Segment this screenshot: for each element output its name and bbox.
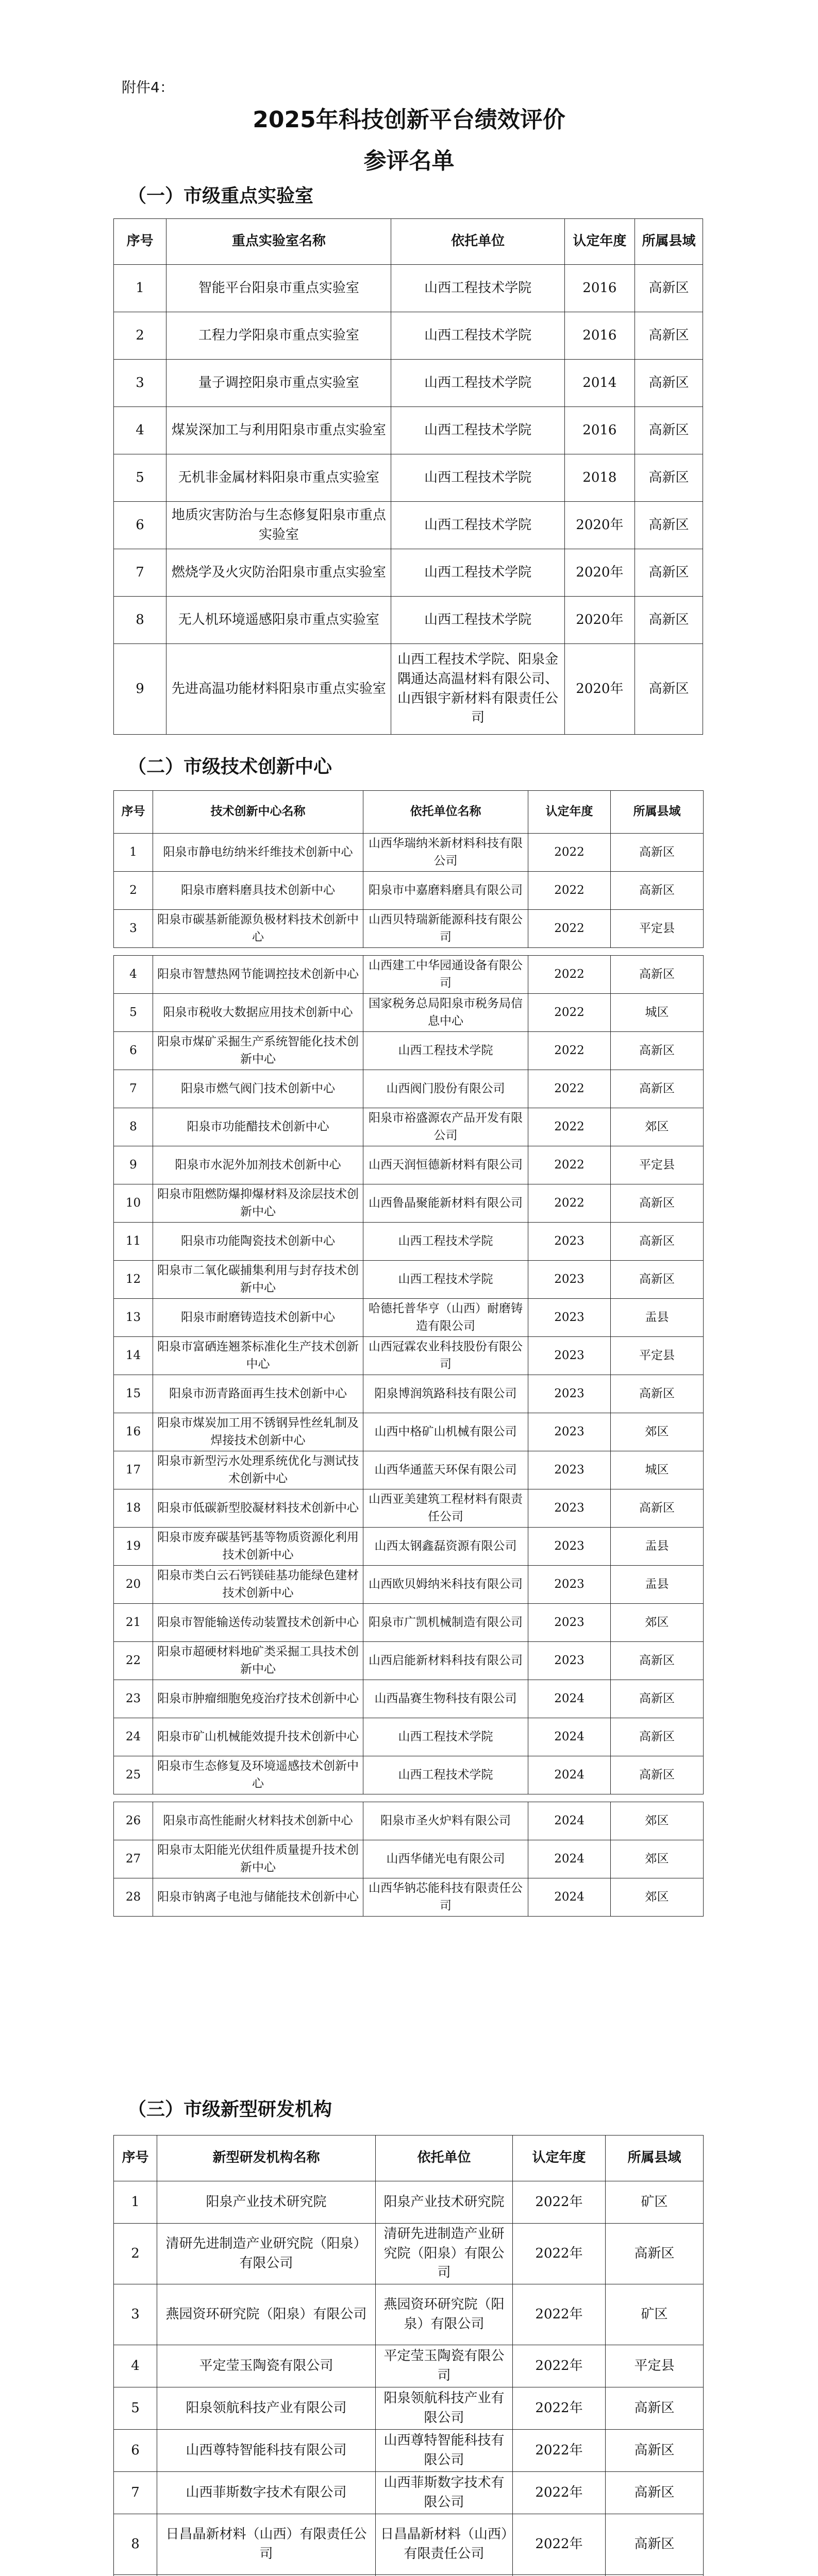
cell-name: 燃烧学及火灾防治阳泉市重点实验室 [166,549,391,597]
cell-name: 工程力学阳泉市重点实验室 [166,312,391,360]
table-row [114,1032,704,1070]
cell-host: 山西天润恒德新材料有限公司 [363,1146,528,1184]
table-row [114,1184,704,1223]
gap-cell [114,948,704,956]
cell-year: 2022 [528,1146,611,1184]
cell-year: 2023 [528,1604,611,1642]
cell-name: 阳泉市功能陶瓷技术创新中心 [153,1223,363,1261]
cell-index: 6 [114,1032,153,1070]
cell-county: 高新区 [606,2514,704,2575]
cell-name: 阳泉市太阳能光伏组件质量提升技术创新中心 [153,1840,363,1878]
attachment-label: 附件4： [122,79,174,96]
cell-host: 山西中格矿山机械有限公司 [363,1413,528,1451]
table-row [114,407,703,454]
cell-host: 山西工程技术学院 [363,1261,528,1299]
cell-year: 2016 [564,407,635,454]
cell-county: 高新区 [611,1261,704,1299]
cell-host: 山西华通蓝天环保有限公司 [363,1451,528,1489]
cell-county: 高新区 [611,1223,704,1261]
cell-year: 2022 [528,956,611,994]
cell-index: 20 [114,1566,153,1604]
cell-name: 阳泉市碳基新能源负极材料技术创新中心 [153,910,363,948]
cell-host: 阳泉博润筑路科技有限公司 [363,1375,528,1413]
cell-county: 高新区 [611,1756,704,1794]
cell-year: 2022年 [513,2284,606,2345]
cell-name: 阳泉市智能输送传动装置技术创新中心 [153,1604,363,1642]
cell-name: 阳泉市高性能耐火材料技术创新中心 [153,1802,363,1840]
cell-name: 地质灾害防治与生态修复阳泉市重点实验室 [166,502,391,549]
cell-host: 燕园资环研究院（阳泉）有限公司 [376,2284,513,2345]
cell-county: 高新区 [635,549,703,597]
cell-county: 高新区 [606,2224,704,2284]
cell-name: 阳泉市磨料磨具技术创新中心 [153,872,363,910]
col-header-center-name: 技术创新中心名称 [153,791,363,834]
table-row [114,994,704,1032]
col-header-year: 认定年度 [528,791,611,834]
cell-host: 山西工程技术学院 [391,265,564,312]
cell-year: 2022年 [513,2387,606,2430]
table-row [114,1413,704,1451]
document-subtitle: 参评名单 [363,148,455,174]
cell-year: 2023 [528,1451,611,1489]
cell-county: 矿区 [606,2284,704,2345]
table-row [114,1680,704,1718]
table-row [114,1451,704,1489]
table-row [114,644,703,735]
cell-index: 21 [114,1604,153,1642]
cell-year: 2024 [528,1756,611,1794]
cell-year: 2023 [528,1337,611,1375]
cell-host: 山西工程技术学院 [391,407,564,454]
table-row [114,2430,704,2472]
cell-county: 郊区 [611,1604,704,1642]
cell-host: 山西欧贝姆纳米科技有限公司 [363,1566,528,1604]
cell-name: 阳泉市燃气阀门技术创新中心 [153,1070,363,1108]
cell-year: 2022 [528,1070,611,1108]
cell-host: 阳泉市广凯机械制造有限公司 [363,1604,528,1642]
table-row [114,2387,704,2430]
cell-host: 山西亚美建筑工程材料有限责任公司 [363,1489,528,1528]
cell-index: 8 [114,2514,157,2575]
cell-county: 郊区 [611,1108,704,1146]
tech-centers-table [113,790,704,1917]
cell-name: 智能平台阳泉市重点实验室 [166,265,391,312]
cell-name: 平定莹玉陶瓷有限公司 [157,2345,376,2387]
cell-county: 高新区 [611,1718,704,1756]
cell-name: 阳泉市静电纺纳米纤维技术创新中心 [153,834,363,872]
cell-index: 8 [114,597,166,644]
cell-index: 15 [114,1375,153,1413]
cell-host: 阳泉产业技术研究院 [376,2181,513,2224]
col-header-index: 序号 [114,219,166,265]
cell-host: 山西启能新材料科技有限公司 [363,1642,528,1680]
cell-county: 高新区 [635,502,703,549]
cell-year: 2022 [528,994,611,1032]
cell-year: 2022 [528,910,611,948]
cell-year: 2020年 [564,644,635,735]
col-header-county: 所属县域 [611,791,704,834]
col-header-host: 依托单位 [376,2136,513,2181]
col-header-host: 依托单位名称 [363,791,528,834]
cell-year: 2018 [564,454,635,502]
cell-county: 高新区 [635,407,703,454]
cell-host: 山西工程技术学院 [363,1756,528,1794]
cell-year: 2022 [528,1184,611,1223]
table-row [114,1261,704,1299]
cell-year: 2022年 [513,2224,606,2284]
cell-county: 高新区 [635,644,703,735]
cell-host: 阳泉市裕盛源农产品开发有限公司 [363,1108,528,1146]
cell-host: 山西冠霖农业科技股份有限公司 [363,1337,528,1375]
cell-county: 城区 [611,994,704,1032]
table-row [114,2224,704,2284]
table-row [114,2514,704,2575]
cell-name: 阳泉市低碳新型胶凝材料技术创新中心 [153,1489,363,1528]
cell-year: 2023 [528,1489,611,1528]
col-header-index: 序号 [114,2136,157,2181]
table-row [114,2345,704,2387]
cell-year: 2020年 [564,597,635,644]
cell-index: 7 [114,2472,157,2514]
cell-county: 城区 [611,1451,704,1489]
cell-name: 阳泉领航科技产业有限公司 [157,2387,376,2430]
cell-host: 山西工程技术学院 [363,1718,528,1756]
table-row [114,910,704,948]
cell-host: 阳泉市中嘉磨料磨具有限公司 [363,872,528,910]
cell-year: 2023 [528,1375,611,1413]
cell-name: 阳泉市功能醋技术创新中心 [153,1108,363,1146]
cell-year: 2014 [564,360,635,407]
cell-index: 2 [114,312,166,360]
gap-cell [114,1794,704,1802]
cell-county: 高新区 [611,1032,704,1070]
section-heading-key-labs: （一）市级重点实验室 [128,185,314,207]
table-row [114,1108,704,1146]
cell-county: 盂县 [611,1299,704,1337]
table-row [114,1337,704,1375]
table-row [114,2472,704,2514]
cell-county: 高新区 [611,1184,704,1223]
table-row [114,454,703,502]
cell-county: 郊区 [611,1413,704,1451]
cell-index: 17 [114,1451,153,1489]
cell-county: 高新区 [606,2430,704,2472]
cell-host: 清研先进制造产业研究院（阳泉）有限公司 [376,2224,513,2284]
col-header-institute-name: 新型研发机构名称 [157,2136,376,2181]
cell-host: 平定莹玉陶瓷有限公司 [376,2345,513,2387]
table-row [114,1489,704,1528]
page-break-gap [114,1794,704,1802]
cell-host: 山西尊特智能科技有限公司 [376,2430,513,2472]
cell-index: 7 [114,549,166,597]
cell-year: 2024 [528,1718,611,1756]
cell-host: 山西建工中华园通设备有限公司 [363,956,528,994]
cell-index: 10 [114,1184,153,1223]
section-heading-rd-institutes: （三）市级新型研发机构 [128,2099,332,2120]
cell-name: 无人机环境遥感阳泉市重点实验室 [166,597,391,644]
cell-index: 5 [114,994,153,1032]
col-header-year: 认定年度 [513,2136,606,2181]
cell-index: 11 [114,1223,153,1261]
cell-name: 阳泉市水泥外加剂技术创新中心 [153,1146,363,1184]
cell-name: 阳泉市生态修复及环境遥感技术创新中心 [153,1756,363,1794]
cell-year: 2023 [528,1566,611,1604]
cell-year: 2023 [528,1261,611,1299]
cell-name: 煤炭深加工与利用阳泉市重点实验室 [166,407,391,454]
cell-county: 郊区 [611,1878,704,1917]
cell-index: 4 [114,407,166,454]
cell-year: 2022年 [513,2514,606,2575]
cell-county: 高新区 [635,597,703,644]
table-row [114,1718,704,1756]
col-header-index: 序号 [114,791,153,834]
table-row [114,502,703,549]
table-row [114,1802,704,1840]
cell-year: 2023 [528,1223,611,1261]
col-header-year: 认定年度 [564,219,635,265]
cell-index: 6 [114,2430,157,2472]
cell-year: 2022年 [513,2472,606,2514]
cell-county: 郊区 [611,1840,704,1878]
cell-host: 山西工程技术学院 [391,549,564,597]
cell-county: 高新区 [611,1375,704,1413]
cell-name: 阳泉市智慧热网节能调控技术创新中心 [153,956,363,994]
cell-host: 山西太钢鑫磊资源有限公司 [363,1528,528,1566]
cell-name: 山西尊特智能科技有限公司 [157,2430,376,2472]
cell-county: 矿区 [606,2181,704,2224]
cell-county: 盂县 [611,1566,704,1604]
table-row [114,872,704,910]
cell-county: 高新区 [611,834,704,872]
table-row [114,956,704,994]
cell-year: 2016 [564,265,635,312]
table-row [114,834,704,872]
cell-county: 高新区 [635,312,703,360]
cell-county: 平定县 [611,1337,704,1375]
cell-year: 2024 [528,1878,611,1917]
cell-name: 阳泉市废弃碳基钙基等物质资源化利用技术创新中心 [153,1528,363,1566]
cell-county: 高新区 [606,2387,704,2430]
cell-county: 盂县 [611,1528,704,1566]
cell-year: 2023 [528,1642,611,1680]
cell-index: 26 [114,1802,153,1840]
cell-host: 山西工程技术学院 [391,597,564,644]
cell-name: 阳泉市沥青路面再生技术创新中心 [153,1375,363,1413]
cell-index: 23 [114,1680,153,1718]
table-row [114,1070,704,1108]
cell-index: 2 [114,872,153,910]
cell-county: 平定县 [611,1146,704,1184]
cell-county: 高新区 [606,2472,704,2514]
table-row [114,1840,704,1878]
cell-name: 阳泉市煤矿采掘生产系统智能化技术创新中心 [153,1032,363,1070]
col-header-host: 依托单位 [391,219,564,265]
cell-index: 5 [114,454,166,502]
table-row [114,549,703,597]
cell-name: 阳泉市二氧化碳捕集利用与封存技术创新中心 [153,1261,363,1299]
cell-host: 山西工程技术学院 [363,1032,528,1070]
page-break-gap [114,948,704,956]
cell-name: 先进高温功能材料阳泉市重点实验室 [166,644,391,735]
cell-host: 山西工程技术学院 [391,502,564,549]
cell-county: 高新区 [611,1680,704,1718]
cell-name: 量子调控阳泉市重点实验室 [166,360,391,407]
table-row [114,1642,704,1680]
table-row [114,1375,704,1413]
cell-county: 高新区 [611,872,704,910]
cell-year: 2023 [528,1413,611,1451]
cell-host: 国家税务总局阳泉市税务局信息中心 [363,994,528,1032]
cell-name: 阳泉市煤炭加工用不锈钢异性丝轧制及焊接技术创新中心 [153,1413,363,1451]
cell-county: 高新区 [611,956,704,994]
table-row [114,265,703,312]
cell-name: 阳泉市矿山机械能效提升技术创新中心 [153,1718,363,1756]
cell-year: 2022 [528,872,611,910]
cell-year: 2022年 [513,2430,606,2472]
col-header-lab-name: 重点实验室名称 [166,219,391,265]
cell-year: 2024 [528,1840,611,1878]
cell-name: 阳泉市类白云石钙镁硅基功能绿色建材技术创新中心 [153,1566,363,1604]
cell-name: 阳泉市阻燃防爆抑爆材料及涂层技术创新中心 [153,1184,363,1223]
cell-index: 4 [114,2345,157,2387]
cell-index: 4 [114,956,153,994]
cell-host: 日昌晶新材料（山西）有限责任公司 [376,2514,513,2575]
table-row [114,1604,704,1642]
table-row [114,360,703,407]
cell-name: 阳泉市富硒连翘茶标准化生产技术创新中心 [153,1337,363,1375]
cell-index: 1 [114,834,153,872]
cell-index: 13 [114,1299,153,1337]
cell-host: 山西晶赛生物科技有限公司 [363,1680,528,1718]
cell-index: 8 [114,1108,153,1146]
cell-name: 无机非金属材料阳泉市重点实验室 [166,454,391,502]
cell-name: 阳泉市耐磨铸造技术创新中心 [153,1299,363,1337]
table-row [114,597,703,644]
table-row [114,1528,704,1566]
table-row [114,1878,704,1917]
cell-county: 高新区 [611,1642,704,1680]
cell-host: 山西阀门股份有限公司 [363,1070,528,1108]
cell-index: 7 [114,1070,153,1108]
table-row [114,1223,704,1261]
cell-county: 平定县 [606,2345,704,2387]
cell-index: 19 [114,1528,153,1566]
cell-host: 山西工程技术学院 [363,1223,528,1261]
cell-name: 阳泉产业技术研究院 [157,2181,376,2224]
cell-index: 1 [114,265,166,312]
cell-index: 3 [114,2284,157,2345]
cell-year: 2022年 [513,2345,606,2387]
document-title: 2025年科技创新平台绩效评价 [253,107,565,133]
cell-index: 12 [114,1261,153,1299]
cell-host: 阳泉市圣火炉料有限公司 [363,1802,528,1840]
cell-index: 28 [114,1878,153,1917]
cell-host: 山西菲斯数字技术有限公司 [376,2472,513,2514]
table-row [114,1146,704,1184]
cell-index: 27 [114,1840,153,1878]
cell-name: 山西菲斯数字技术有限公司 [157,2472,376,2514]
cell-county: 高新区 [635,454,703,502]
cell-index: 9 [114,644,166,735]
cell-host: 哈德托普华亨（山西）耐磨铸造有限公司 [363,1299,528,1337]
cell-index: 14 [114,1337,153,1375]
rd-institutes-table [113,2135,704,2576]
cell-year: 2023 [528,1299,611,1337]
cell-year: 2022 [528,834,611,872]
cell-year: 2022 [528,1108,611,1146]
cell-index: 1 [114,2181,157,2224]
cell-county: 郊区 [611,1802,704,1840]
cell-name: 日昌晶新材料（山西）有限责任公司 [157,2514,376,2575]
table-row [114,1299,704,1337]
cell-county: 平定县 [611,910,704,948]
cell-index: 3 [114,910,153,948]
cell-index: 6 [114,502,166,549]
cell-name: 阳泉市肿瘤细胞免疫治疗技术创新中心 [153,1680,363,1718]
cell-year: 2024 [528,1680,611,1718]
cell-county: 高新区 [635,360,703,407]
cell-host: 山西华钠芯能科技有限责任公司 [363,1878,528,1917]
table-row [114,312,703,360]
cell-name: 阳泉市超硬材料地矿类采掘工具技术创新中心 [153,1642,363,1680]
cell-host: 阳泉领航科技产业有限公司 [376,2387,513,2430]
cell-name: 阳泉市新型污水处理系统优化与测试技术创新中心 [153,1451,363,1489]
table-row [114,1756,704,1794]
cell-host: 山西华瑞纳米新材料科技有限公司 [363,834,528,872]
cell-year: 2024 [528,1802,611,1840]
cell-index: 3 [114,360,166,407]
cell-host: 山西工程技术学院 [391,454,564,502]
cell-year: 2016 [564,312,635,360]
cell-index: 22 [114,1642,153,1680]
cell-county: 高新区 [611,1070,704,1108]
cell-index: 18 [114,1489,153,1528]
cell-host: 山西工程技术学院、阳泉金隅通达高温材料有限公司、山西银宇新材料有限责任公司 [391,644,564,735]
cell-host: 山西鲁晶聚能新材料有限公司 [363,1184,528,1223]
cell-name: 清研先进制造产业研究院（阳泉）有限公司 [157,2224,376,2284]
cell-index: 24 [114,1718,153,1756]
cell-host: 山西工程技术学院 [391,312,564,360]
key-labs-table [113,218,703,735]
cell-county: 高新区 [611,1489,704,1528]
col-header-county: 所属县域 [635,219,703,265]
cell-index: 25 [114,1756,153,1794]
cell-year: 2020年 [564,549,635,597]
cell-name: 燕园资环研究院（阳泉）有限公司 [157,2284,376,2345]
cell-index: 2 [114,2224,157,2284]
cell-index: 5 [114,2387,157,2430]
cell-year: 2023 [528,1528,611,1566]
table-row [114,2181,704,2224]
cell-year: 2022年 [513,2181,606,2224]
cell-host: 山西华储光电有限公司 [363,1840,528,1878]
col-header-county: 所属县域 [606,2136,704,2181]
cell-name: 阳泉市钠离子电池与储能技术创新中心 [153,1878,363,1917]
cell-host: 山西工程技术学院 [391,360,564,407]
table-row [114,1566,704,1604]
cell-year: 2020年 [564,502,635,549]
table-row [114,2284,704,2345]
cell-year: 2022 [528,1032,611,1070]
cell-index: 9 [114,1146,153,1184]
cell-county: 高新区 [635,265,703,312]
cell-host: 山西贝特瑞新能源科技有限公司 [363,910,528,948]
cell-index: 16 [114,1413,153,1451]
section-heading-tech-centers: （二）市级技术创新中心 [128,756,332,777]
cell-name: 阳泉市税收大数据应用技术创新中心 [153,994,363,1032]
